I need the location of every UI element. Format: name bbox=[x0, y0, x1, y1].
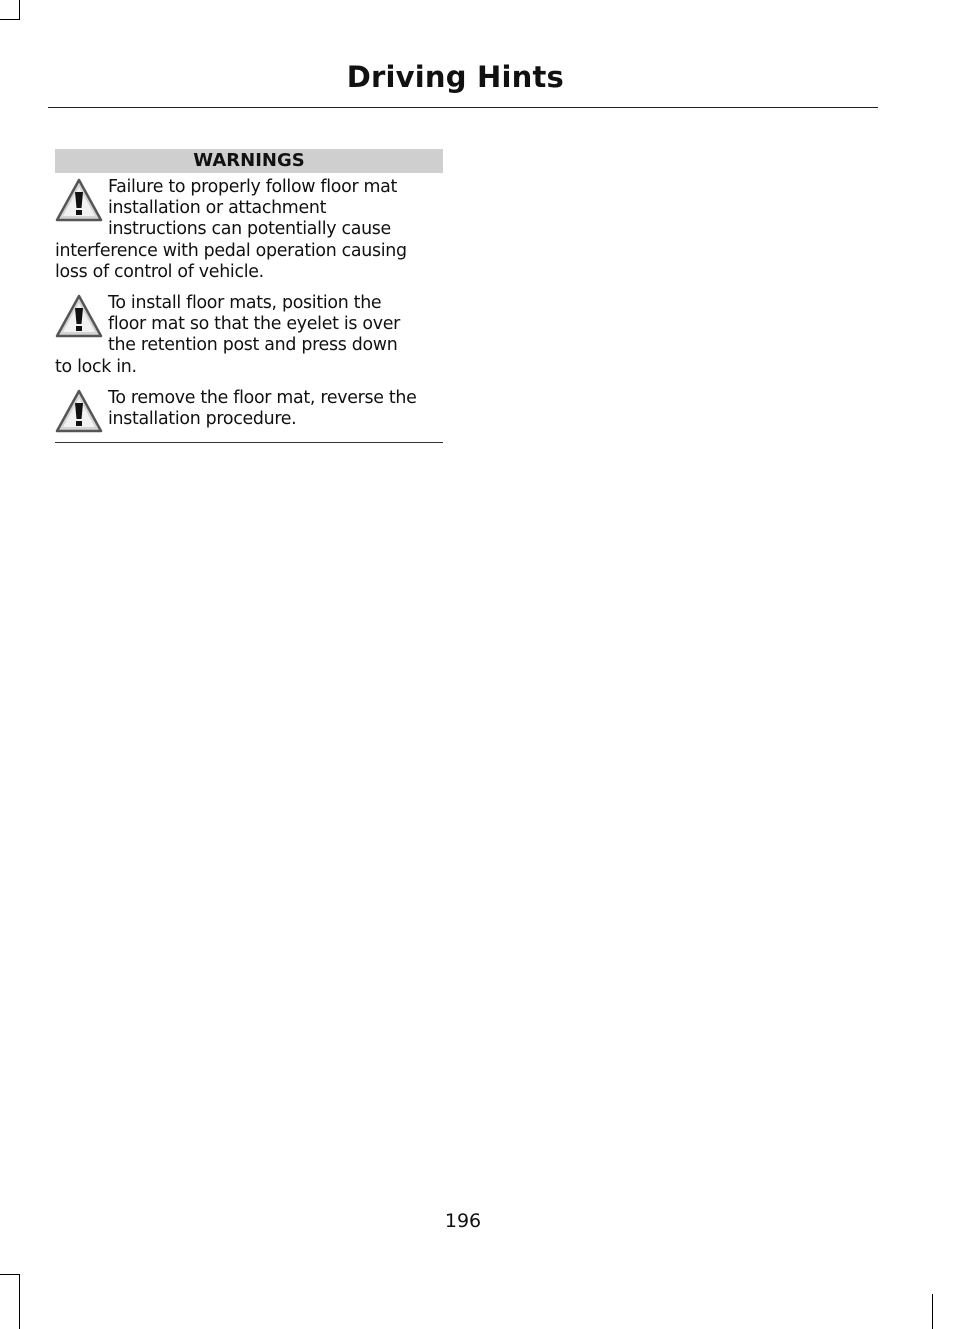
warning-item bbox=[55, 177, 443, 283]
warning-item bbox=[55, 388, 443, 433]
page-title: Driving Hints bbox=[346, 60, 564, 94]
warning-triangle-icon bbox=[55, 178, 103, 222]
warning-item bbox=[55, 293, 443, 378]
crop-mark bbox=[19, 1274, 20, 1329]
warning-text-line: To install floor mats, position the bbox=[108, 293, 382, 314]
warning-text-line: loss of control of vehicle. bbox=[55, 261, 264, 282]
crop-mark bbox=[0, 19, 20, 20]
warning-text-line: the retention post and press down bbox=[108, 335, 398, 356]
warning-triangle-icon bbox=[55, 294, 103, 338]
warning-text-line: instructions can potentially cause bbox=[108, 219, 391, 240]
warning-text-line: floor mat so that the eyelet is over bbox=[108, 314, 400, 335]
warning-text-line: interference with pedal operation causing bbox=[55, 240, 407, 261]
warning-text-line: Failure to properly follow floor mat bbox=[108, 177, 398, 197]
header-rule bbox=[48, 107, 878, 108]
warnings-heading: WARNINGS bbox=[55, 149, 443, 173]
crop-mark bbox=[19, 0, 20, 19]
warning-triangle-icon bbox=[55, 389, 103, 433]
warning-text-line: installation or attachment bbox=[108, 198, 327, 219]
crop-mark bbox=[932, 1294, 933, 1329]
warnings-bottom-rule bbox=[55, 442, 443, 443]
page-number: 196 bbox=[444, 1210, 482, 1232]
warning-text-line: To remove the floor mat, reverse the bbox=[108, 387, 417, 408]
crop-mark bbox=[0, 1274, 20, 1275]
warning-text-line: installation procedure. bbox=[108, 409, 297, 430]
warning-text-line: to lock in. bbox=[55, 356, 137, 377]
warnings-box bbox=[55, 149, 443, 443]
